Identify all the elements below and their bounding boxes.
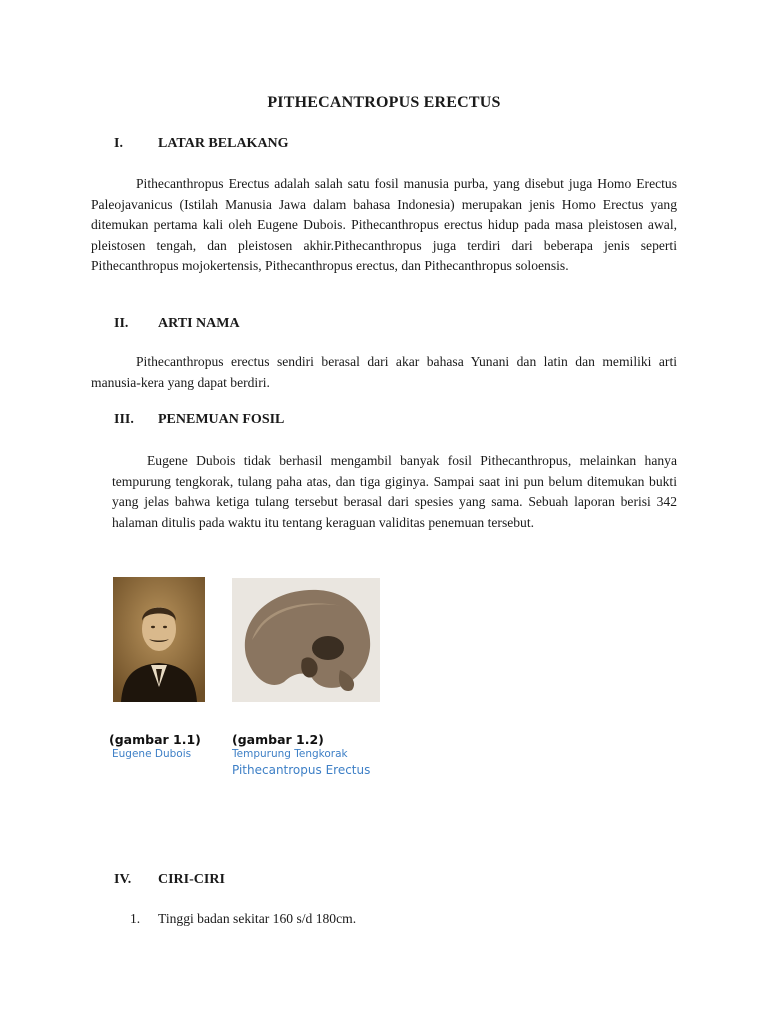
section-number: II. xyxy=(114,316,129,331)
paragraph-penemuan-fosil: Eugene Dubois tidak berhasil mengambil banyak fosil Pithecanthropus, melainkan hanya tempurung tengkorak, tulang paha atas, dan tiga giginya. Sampai saat ini pun belum ditemukan bukti yang jelas bahwa ketiga tulang tersebut berasal dari spesies yang sama. Sebuah laporan berisi 342 halaman ditulis pada waktu itu tentang keraguan validitas penemuan tersebut. xyxy=(112,453,677,530)
section-number: I. xyxy=(114,136,123,151)
eugene-dubois-portrait-image xyxy=(113,577,205,702)
skull-illustration xyxy=(232,578,380,702)
section-heading-ciri-ciri xyxy=(114,872,225,888)
list-item-text: Tinggi badan sekitar 160 s/d 180cm. xyxy=(158,911,357,926)
section-heading-latar-belakang xyxy=(114,136,289,152)
section-title: LATAR BELAKANG xyxy=(158,136,289,151)
page-title: PITHECANTROPUS ERECTUS xyxy=(267,94,501,111)
figure-caption-1-1 xyxy=(109,732,201,760)
list-item-number: 1. xyxy=(130,911,141,926)
section-heading-arti-nama xyxy=(114,316,240,332)
figure-label: (gambar 1.1) xyxy=(109,732,201,747)
figure-caption-text: Eugene Dubois xyxy=(112,748,192,760)
figure-label: (gambar 1.2) xyxy=(232,732,324,747)
figure-caption-text-2: Pithecantropus Erectus xyxy=(232,763,371,777)
section-title: CIRI-CIRI xyxy=(158,872,225,887)
paragraph-arti-nama: Pithecanthropus erectus sendiri berasal dari akar bahasa Yunani dan latin dan memiliki arti manusia-kera yang dapat berdiri. xyxy=(91,354,677,390)
section-number: IV. xyxy=(114,872,132,887)
list-item xyxy=(130,911,356,927)
section-title: PENEMUAN FOSIL xyxy=(158,412,285,427)
portrait-illustration xyxy=(113,577,205,702)
section-number: III. xyxy=(114,412,134,427)
skull-image xyxy=(232,578,380,702)
section-heading-penemuan-fosil xyxy=(114,412,284,428)
paragraph-latar-belakang: Pithecanthropus Erectus adalah salah satu fosil manusia purba, yang disebut juga Homo Erectus Paleojavanicus (Istilah Manusia Jawa dalam bahasa Indonesia) merupakan jenis Homo Erectus yang ditemukan pertama kali oleh Eugene Dubois. Pithecanthropus erectus hidup pada masa pleistosen awal, pleistosen tengah, dan pleistosen akhir.Pithecanthropus juga terdiri dari beberapa jenis seperti Pithecanthropus mojokertensis, Pithecanthropus erectus, dan Pithecanthropus soloensis. xyxy=(91,176,677,273)
section-title: ARTI NAMA xyxy=(158,316,240,331)
figure-caption-1-2 xyxy=(232,732,370,777)
figure-caption-text: Tempurung Tengkorak xyxy=(232,748,348,760)
